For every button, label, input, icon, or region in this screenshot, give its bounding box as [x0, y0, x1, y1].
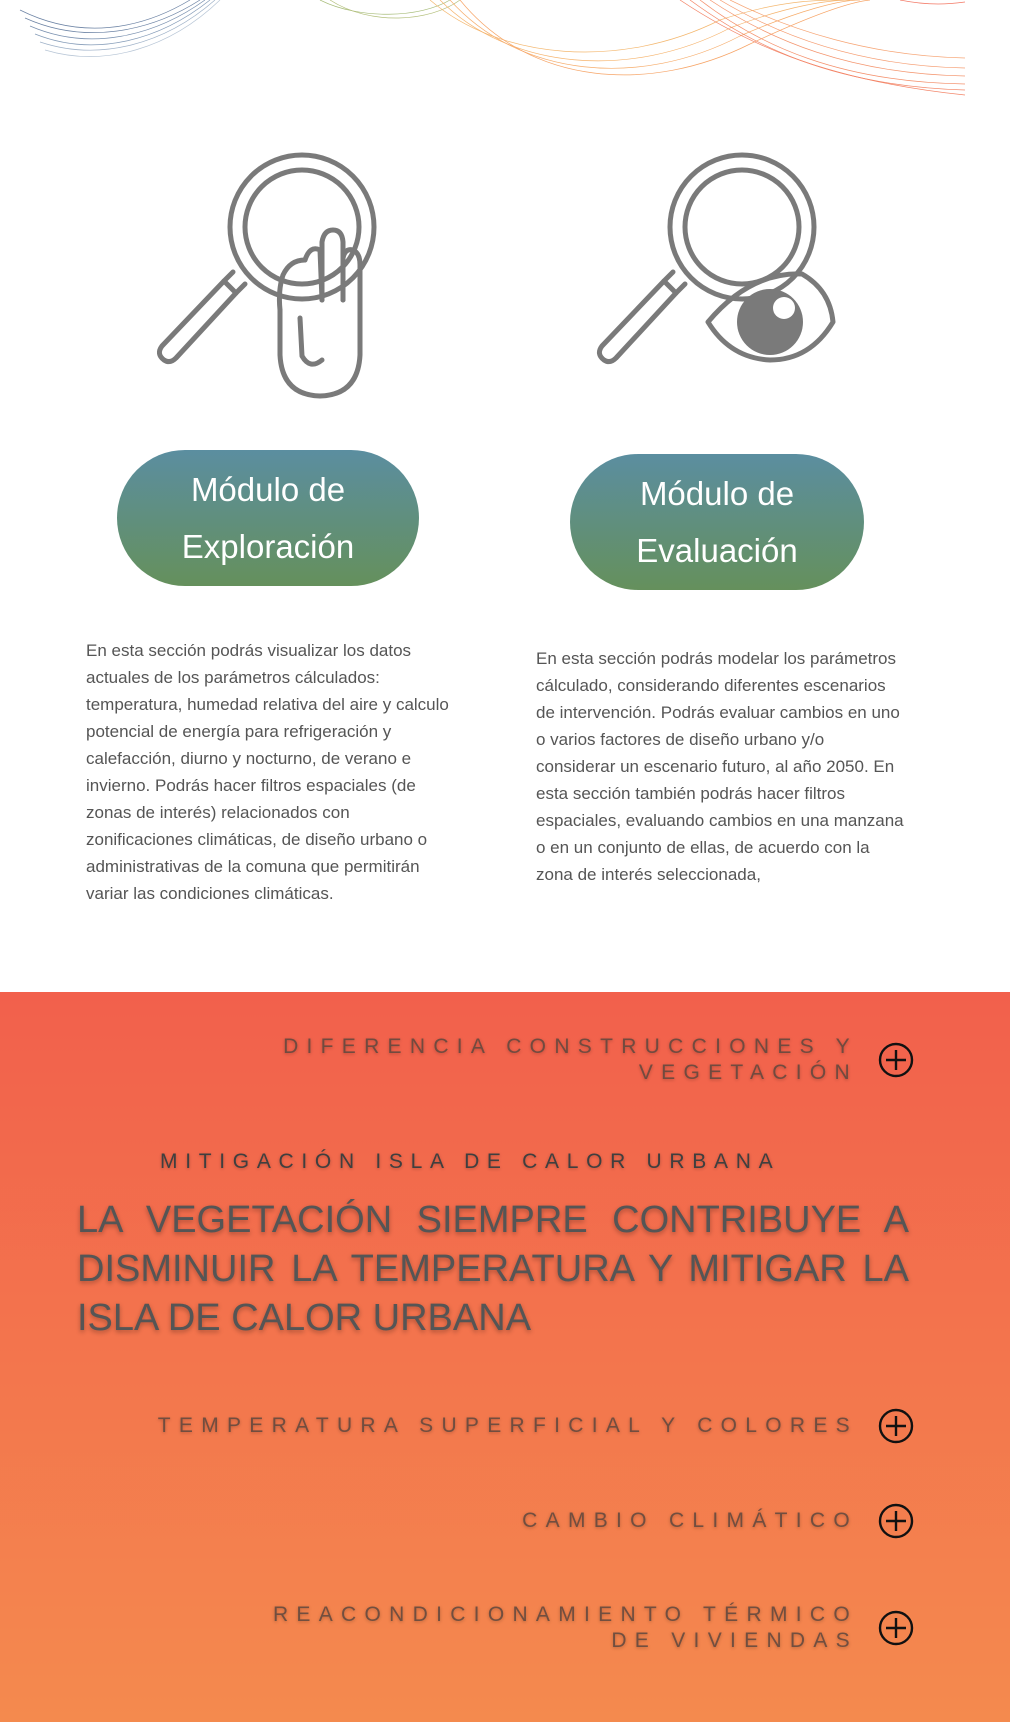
exploration-module-button[interactable]: [117, 450, 419, 586]
exploration-description: En esta sección podrás visualizar los datos actuales de los parámetros cálculados: temperatura, humedad relativa del aire y calculo potencial de energía para refrigeración y calefacción, diurno y nocturno, de verano e invierno. Podrás hacer filtros espaciales (de zonas de interés) relacionados con zonificaciones climáticas, de diseño urbano o administrativas de la comuna que permitirán variar las condiciones climáticas.: [86, 641, 449, 903]
accordion-label: DIFERENCIA CONSTRUCCIONES Y VEGETACIÓN: [283, 1035, 858, 1084]
magnifier-eye-icon: [590, 150, 840, 380]
evaluation-title-line2: Evaluación: [636, 532, 798, 569]
accordion-temperatura-superficial[interactable]: [158, 1408, 914, 1444]
decorative-waves: [0, 0, 1010, 110]
accordion-label: CAMBIO CLIMÁTICO: [522, 1509, 858, 1532]
exploration-title-line1: Módulo de: [190, 471, 346, 508]
accordion-diferencia-construcciones[interactable]: [258, 1034, 914, 1086]
evaluation-description: En esta sección podrás modelar los parámetros cálculado, considerando diferentes escenarios de intervención. Podrás evaluar cambios en uno o varios factores de diseño urbano y/o considerar un escenario futuro, al año 2050. En esta sección también podrás hacer filtros espaciales, evaluando cambios en una manzana o en un conjunto de ellas, de acuerdo con la zona de interés seleccionada,: [536, 649, 904, 884]
plus-circle-icon[interactable]: [878, 1503, 914, 1539]
accordion-label: TEMPERATURA SUPERFICIAL Y COLORES: [157, 1414, 858, 1437]
plus-circle-icon[interactable]: [878, 1610, 914, 1646]
plus-circle-icon[interactable]: [878, 1408, 914, 1444]
section-headline: LA VEGETACIÓN SIEMPRE CONTRIBUYE A DISMINUIR LA TEMPERATURA Y MITIGAR LA ISLA DE CALOR URBANA: [77, 1199, 909, 1339]
evaluation-title-line1: Módulo de: [639, 475, 795, 512]
evaluation-module-button[interactable]: [570, 454, 864, 590]
magnifier-hand-icon: [150, 150, 390, 405]
accordion-cambio-climatico[interactable]: [522, 1503, 914, 1539]
exploration-title-line2: Exploración: [181, 528, 355, 565]
accordion-label: REACONDICIONAMIENTO TÉRMICO DE VIVIENDAS: [272, 1603, 858, 1652]
section-subtitle: MITIGACIÓN ISLA DE CALOR URBANA: [160, 1150, 781, 1173]
accordion-reacondicionamiento-termico[interactable]: [218, 1602, 914, 1654]
plus-circle-icon[interactable]: [878, 1042, 914, 1078]
